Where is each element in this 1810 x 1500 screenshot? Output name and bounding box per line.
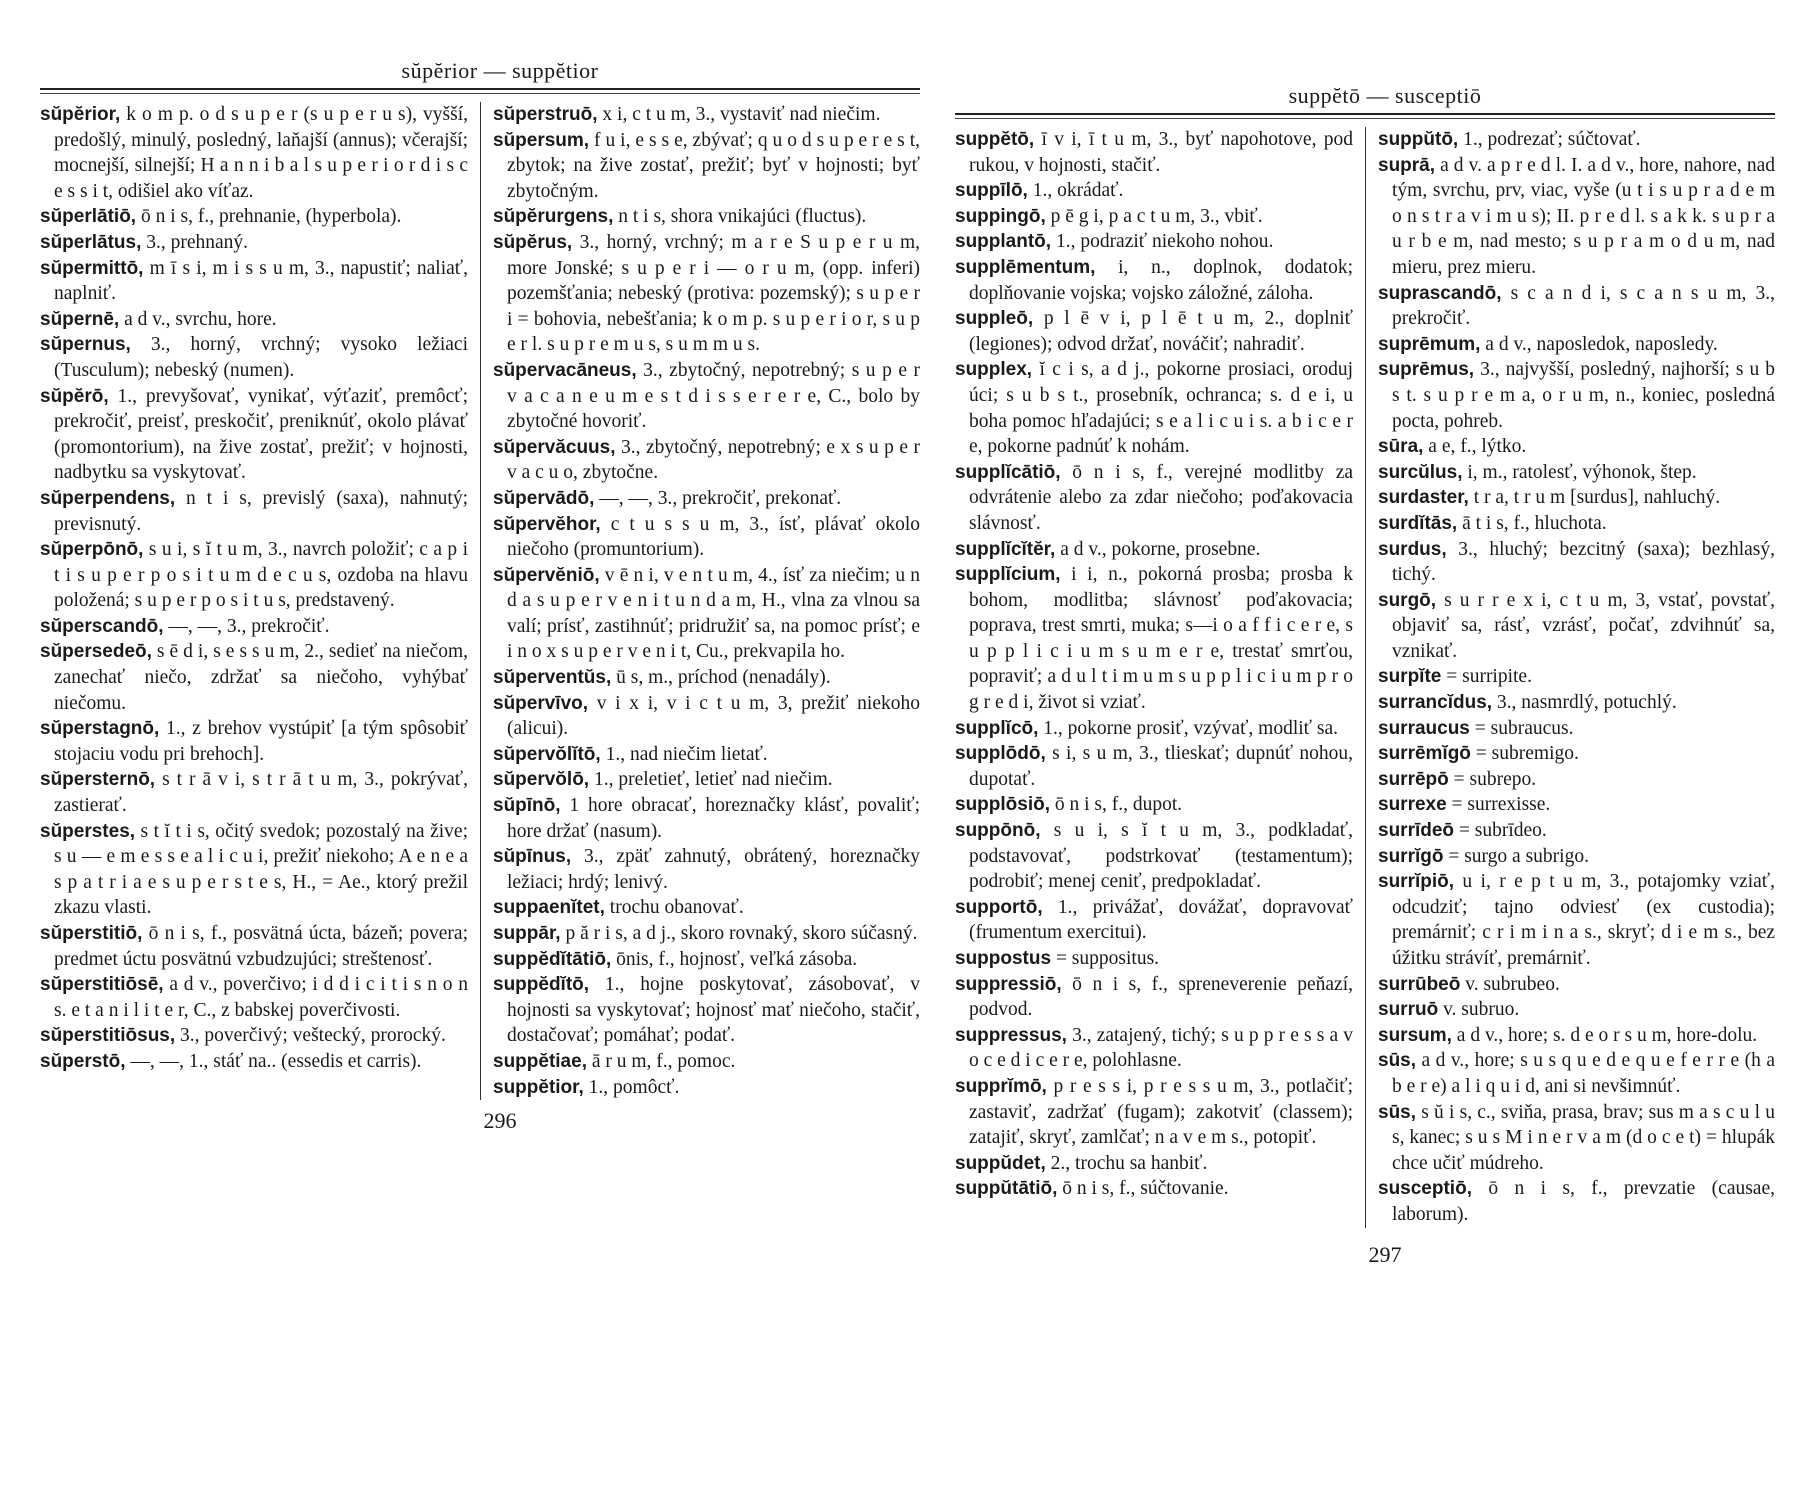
dictionary-entry [493,895,920,921]
dictionary-entry [955,562,1353,716]
dictionary-entry [955,537,1353,563]
dictionary-entry [493,230,920,358]
definition: 3., zbytočný, nepotrebný; e x s u p e r v a c u o, zbytočne. [507,436,920,484]
headword: sūra, [1378,436,1424,458]
headword: suppĕtior, [493,1076,584,1098]
definition: ā t i s, f., hluchota. [1457,512,1607,534]
headword: suprēmum, [1378,333,1481,355]
definition: 3., nasmrdlý, potuchlý. [1492,692,1677,714]
column-1 [40,102,480,1100]
dictionary-entry [40,819,468,921]
header-rule [955,113,1775,119]
definition: s t r ā v i, s t r ā t u m, 3., pokrývať, zastierať. [54,769,468,817]
definition: 3., zpäť zahnutý, obrátený, horeznačky ležiaci; hrdý; lenivý. [507,846,920,893]
dictionary-entry [40,307,468,333]
definition: s c a n d i, s c a n s u m, 3., prekročiť. [1392,282,1775,330]
headword: sŭperscandō, [40,615,164,637]
dictionary-entry [40,716,468,767]
definition: s t ĭ t i s, očitý svedok; pozostalý na žive; s u — e m e s s e a l i c u i, prežiť niekoho; A e n e a s p a t r i a e s u p e r s t e s, H., = Ae., ktorý prežil zkazu vlasti. [54,820,468,919]
dictionary-entry [1378,741,1775,767]
definition: ō n i s, f., súčtovanie. [1057,1178,1229,1200]
dictionary-entry [1378,434,1775,460]
headword: supplēmentum, [955,256,1096,278]
dictionary-entry [1378,767,1775,793]
dictionary-entry [955,204,1353,230]
headword: suppressiō, [955,973,1062,995]
column-2 [1365,127,1775,1228]
definition: 3., zbytočný, nepotrebný; s u p e r v a c a n e u m e s t d i s s e r e r e, C., bolo by zbytočné hovoriť. [507,359,920,433]
dictionary-entry [493,1049,920,1075]
definition: = suppositus. [1051,948,1160,969]
headword: sŭpīnus, [493,846,572,868]
definition: 1., okrádať. [1027,180,1124,202]
definition: n t i s, shora vnikajúci (fluctus). [613,206,867,228]
dictionary-entry [493,512,920,563]
headword: supplantō, [955,231,1052,253]
definition: ū s, m., príchod (nenadály). [611,667,831,689]
definition: 1., podrezať; súčtovať. [1458,129,1641,150]
dictionary-entry [40,332,468,383]
definition: 1., hojne poskytovať, zásobovať, v hojnosti sa vyskytovať; hojnosť mať niečoho, stačiť, dostačovať; pomáhať; podať. [507,974,920,1047]
definition: p ă r i s, a d j., skoro rovnaký, skoro súčasný. [560,923,918,944]
definition: c t u s s u m, 3., ísť, plávať okolo niečoho (promuntorium). [507,513,920,561]
definition: x i, c t u m, 3., vystaviť nad niečim. [597,104,881,125]
definition: ō n i s, f., prehnanie, (hyperbola). [136,206,402,228]
headword: sŭpervīvo, [493,692,589,714]
headword: suppĕtiae, [493,1050,587,1072]
definition: 3., horný, vrchný; m a r e S u p e r u m, more Jonské; s u p e r i — o r u m, (opp. inferi) pozemšťania; nebeský (protiva: pozemský); s u p e r i = bohovia, nebešťania; k o m p. s u p e r i o r, s u p e r l. s u p r e m u s, s u m m u s. [507,231,920,356]
dictionary-entry [955,178,1353,204]
dictionary-entry [955,357,1353,459]
dictionary-entry [955,716,1353,742]
headword: surrexe [1378,794,1447,816]
dictionary-entry [955,972,1353,1023]
definition: 3., najvyšší, posledný, najhorší; s u b s t. s u p r e m a, o r u m, n., koniec, posledná pocta, pohreb. [1392,359,1775,432]
headword: surrĭgō [1378,845,1444,867]
headword: sŭpervĕniō, [493,564,600,586]
definition: 1., privážať, dovážať, dopravovať (frumentum exercitui). [969,896,1353,944]
definition: u i, r e p t u m, 3., potajomky vziať, odcudziť; tajno odviesť (ex custodia); premárniť; c r i m i n a s., skryť; d i e m s., bez úžitku strávíť, premárniť. [1392,871,1775,969]
headword: sŭpīnō, [493,795,561,817]
page-columns [40,102,920,1100]
dictionary-entry [493,358,920,435]
headword: suppostus [955,948,1052,969]
definition: ī v i, ī t u m, 3., byť napohotove, pod rukou, v hojnosti, stačiť. [969,129,1353,176]
dictionary-entry [955,1023,1353,1074]
definition: = surgo a subrigo. [1443,845,1589,867]
definition: ō n i s, f., dupot. [1050,794,1183,816]
dictionary-entry [493,972,920,1049]
headword: suppŭtātiō, [955,1178,1058,1200]
headword: surrĭpiō, [1378,871,1455,893]
definition: p l ē v i, p l ē t u m, 2., doplniť (legiones); odvod držať, nováčiť; nahradiť. [969,308,1353,355]
dictionary-entry [493,102,920,128]
headword: suprā, [1378,154,1436,176]
dictionary-entry [955,818,1353,895]
headword: sŭperstruō, [493,104,598,125]
definition: a d v. a p r e d l. I. a d v., hore, nahore, nad tým, svrchu, prv, viac, vyše (u t i s u p r a d e m o n s t r a v i m u s); II. p r e d l. s a k k. s u p r a u r b e m, nad mesto; s u p r a m o d u m, nad mieru, prez mieru. [1392,154,1775,278]
dictionary-entry [40,102,468,204]
definition: s ē d i, s e s s u m, 2., sedieť na niečom, zanechať niečo, zdržať sa niečoho, vyhýbať niečomu. [54,641,468,714]
headword: sŭperpōnō, [40,539,144,561]
headword: surruō [1378,999,1439,1021]
headword: sŭpervŏlĭtō, [493,743,601,765]
headword: sūs, [1378,1101,1417,1123]
headword: sŭperpendens, [40,487,176,509]
dictionary-entry [493,691,920,742]
headword: supplōdō, [955,743,1046,765]
headword: surrancĭdus, [1378,692,1493,714]
dictionary-entry [40,639,468,716]
left-page [40,0,920,1134]
headword: suppĕtō, [955,129,1035,150]
headword: suppĕdĭtō, [493,974,590,996]
dictionary-entry [1378,1023,1775,1049]
headword: supplōsiō, [955,794,1050,816]
dictionary-entry [955,1074,1353,1151]
headword: suppŭtō, [1378,129,1459,150]
headword: sŭperstō, [40,1050,126,1072]
definition: trochu obanovať. [604,897,744,919]
definition: s i, s u m, 3., tlieskať; dupnúť nohou, dupotať. [969,743,1353,790]
dictionary-entry [493,742,920,768]
headword: surdĭtās, [1378,512,1458,534]
definition: a d v., hore; s. d e o r s u m, hore-dolu. [1451,1024,1758,1046]
dictionary-entry [1378,153,1775,281]
dictionary-entry [40,204,468,230]
definition: i i, n., pokorná prosba; prosba k bohom, modlitba; slávnosť poďakovacia; poprava, trest smrti, muka; s—i o a f f i c e r e, s u p p l i c i u m s u m e r e, trestať smrťou, popraviť; a d u l t i m u m s u p p l i c i u m p r o g r e d i, život si vziať. [969,564,1353,714]
headword: sŭpersedeō, [40,641,152,663]
headword: sŭpĕrō, [40,385,109,407]
headword: suppīlō, [955,180,1028,202]
definition: a d v., hore; s u s q u e d e q u e f e r r e (h a b e r e) a l i q u i d, ani si nevšimnúť. [1392,1050,1775,1097]
definition: 1., prevyšovať, vynikať, výťaziť, premôcť; prekročiť, preisť, preskočiť, preniknúť, okolo plávať (promontorium), na žive zostať, prežiť; v hojnosti, nadbytku sa vyskytovať. [54,385,468,484]
definition: = subremigo. [1470,743,1579,765]
definition: ō n i s, f., prevzatie (causae, laborum). [1392,1178,1775,1225]
dictionary-entry [1378,792,1775,818]
dictionary-entry [493,793,920,844]
definition: a e, f., lýtko. [1423,436,1527,458]
dictionary-entry [40,614,468,640]
dictionary-entry [1378,1176,1775,1227]
definition: n t i s, previslý (saxa), nahnutý; previsnutý. [54,487,468,535]
headword: sŭperstes, [40,820,136,842]
dictionary-entry [955,460,1353,537]
headword: suppingō, [955,205,1046,227]
headword: sŭperlātus, [40,231,142,253]
dictionary-entry [1378,716,1775,742]
dictionary-entry [955,946,1353,972]
definition: 1., preletieť, letieť nad niečim. [589,769,833,791]
headword: sŭpervĕhor, [493,513,601,535]
dictionary-entry [40,486,468,537]
definition: 3., horný, vrchný; vysoko ležiaci (Tusculum); nebeský (numen). [54,334,468,381]
page-columns [955,127,1775,1228]
dictionary-entry [1378,1048,1775,1099]
definition: —, —, 1., stáť na.. (essedis et carris). [125,1050,422,1072]
dictionary-entry [955,741,1353,792]
headword: surgō, [1378,589,1437,611]
definition: —, —, 3., prekročiť. [163,615,330,637]
definition: 3., prehnaný. [141,231,249,253]
definition: f u i, e s s e, zbývať; q u o d s u p e r e s t, zbytok; na žive zostať, prežiť; byť v hojnosti; byť zbytočným. [507,129,920,202]
headword: surrīdeō [1378,820,1455,842]
headword: sursum, [1378,1024,1452,1046]
running-head: sŭpĕrior — suppĕtior [401,58,599,83]
headword: sŭperventŭs, [493,667,612,689]
dictionary-entry [1378,588,1775,665]
headword: sŭpermittō, [40,257,144,279]
dictionary-entry [955,1151,1353,1177]
definition: m ī s i, m i s s u m, 3., napustiť; naliať, naplniť. [54,257,468,305]
dictionary-entry [493,767,920,793]
dictionary-entry [1378,357,1775,434]
definition: v. subruo. [1438,999,1520,1021]
definition: v. subrubeo. [1460,973,1560,995]
dictionary-entry [40,256,468,307]
running-head: suppĕtō — susceptiō [1288,83,1482,108]
dictionary-entry [40,767,468,818]
dictionary-entry [493,665,920,691]
definition: v i x i, v i c t u m, 3, prežiť niekoho (alicui). [507,692,920,740]
headword: surrūbeō [1378,973,1461,995]
definition: s u i, s ĭ t u m, 3., podkladať, podstavovať, podstrkovať (testamentum); podrobiť; menej ceniť, predpokladať. [969,820,1353,893]
dictionary-entry [40,1023,468,1049]
headword: suppressus, [955,1024,1067,1046]
headword: supprĭmō, [955,1075,1047,1097]
definition: —, —, 3., prekročiť, prekonať. [594,487,842,509]
dictionary-entry [1378,537,1775,588]
headword: supplĭcātiō, [955,461,1061,483]
column-2 [480,102,920,1100]
headword: suppŭdet, [955,1152,1046,1174]
definition: = surrexisse. [1446,794,1551,816]
dictionary-entry [493,563,920,665]
definition: a d v., svrchu, hore. [119,308,277,330]
dictionary-entry [493,128,920,205]
definition: = subrīdeo. [1454,820,1547,842]
headword: sŭpernē, [40,308,120,330]
definition: ō n i s, f., posvätná úcta, bázeň; povera; predmet úctu posvätnú vzbudzujúci; streštenosť. [54,923,468,970]
headword: supplĭcō, [955,717,1039,739]
dictionary-entry [955,127,1353,178]
headword: sŭpersternō, [40,769,156,791]
dictionary-entry [40,921,468,972]
headword: sūs, [1378,1050,1417,1072]
dictionary-entry [1378,1100,1775,1177]
dictionary-entry [40,1049,468,1075]
headword: suppōnō, [955,820,1041,842]
headword: surrēmĭgō [1378,743,1471,765]
definition: 1., z brehov vystúpiť [a tým spôsobiť stojaciu vodu pri brehoch]. [54,718,468,765]
definition: 3., hluchý; bezcitný (saxa); bezhlasý, tichý. [1392,538,1775,586]
headword: sŭpĕrus, [493,231,573,253]
definition: ā r u m, f., pomoc. [586,1050,736,1072]
definition: s ŭ i s, c., sviňa, prasa, brav; sus m a s c u l u s, kanec; s u s M i n e r v a m (d o c e t) = hlupák chce učiť múdreho. [1392,1101,1775,1174]
dictionary-entry [955,229,1353,255]
definition: = surripite. [1441,666,1532,688]
dictionary-entry [955,1176,1353,1202]
dictionary-entry [493,1075,920,1101]
definition: ōnis, f., hojnosť, veľká zásoba. [611,948,858,970]
headword: sŭpersum, [493,129,590,151]
page-number: 296 [483,1108,517,1134]
definition: a d v., poverčivo; i d d i c i t i s n o n s. e t a n i l i t e r, C., z babskej poverčivosti. [54,974,468,1021]
definition: 1., nad niečim lietať. [600,743,768,765]
definition: k o m p. o d s u p e r (s u p e r u s), vyšší, predošlý, minulý, posledný, laňajší (annus); včerajší; mocnejší, silnejší; H a n n i b a l s u p e r i o r d i s c e s s i t, odišiel ako víťaz. [54,104,468,202]
dictionary-entry [955,255,1353,306]
definition: 3., zatajený, tichý; s u p p r e s s a v o c e d i c e r e, polohlasne. [969,1024,1353,1072]
definition: s u i, s ĭ t u m, 3., navrch položiť; c a p i t i s u p e r p o s i t u m d e c u s, ozdoba na hlavu položená; s u p e r p o s i t u s, predstavený. [54,539,468,612]
dictionary-entry [955,306,1353,357]
definition: a d v., naposledok, naposledy. [1480,333,1718,355]
dictionary-entry [493,921,920,947]
headword: surcŭlus, [1378,461,1463,483]
dictionary-entry [1378,818,1775,844]
dictionary-entry [1378,127,1775,153]
headword: supplĭcium, [955,564,1061,586]
definition: i, n., doplnok, dodatok; doplňovanie vojska; vojsko záložné, záloha. [969,256,1353,304]
definition: 1., pomôcť. [583,1076,680,1098]
headword: susceptiō, [1378,1178,1472,1200]
headword: sŭpervacāneus, [493,359,637,381]
dictionary-entry [1378,997,1775,1023]
right-page [955,25,1775,1268]
headword: sŭpervăcuus, [493,436,616,458]
dictionary-entry [955,792,1353,818]
dictionary-entry [1378,690,1775,716]
definition: t r a, t r u m [surdus], nahluchý. [1468,487,1721,509]
headword: surdus, [1378,538,1447,560]
headword: supplĭcĭtĕr, [955,538,1056,560]
dictionary-entry [1378,972,1775,998]
definition: = subraucus. [1469,717,1574,739]
dictionary-entry [955,895,1353,946]
definition: v ē n i, v e n t u m, 4., ísť za niečim; u n d a s u p e r v e n i t u n d a m, H., vlna za vlnou sa valí; prísť, zastihnúť; pridružiť sa, na pomoc prísť; e i n o x s u p e r v e n i t, Cu., prekvapila ho. [507,564,920,663]
definition: a d v., pokorne, prosebne. [1055,538,1261,560]
headword: sŭpervŏlō, [493,769,590,791]
definition: 2., trochu sa hanbiť. [1045,1152,1208,1174]
dictionary-entry [40,230,468,256]
headword: sŭperstitiōsus, [40,1025,176,1047]
definition: = subrepo. [1448,768,1537,790]
definition: s u r r e x i, c t u m, 3, vstať, povstať, objaviť sa, rásť, vzrásť, počať, zdvihnúť sa, vznikať. [1392,589,1775,662]
definition: p ē g i, p a c t u m, 3., vbiť. [1045,205,1263,227]
dictionary-entry [493,204,920,230]
definition: 1 hore obracať, horeznačky klásť, povaliť; hore držať (nasum). [507,795,920,842]
definition: 3., poverčivý; veštecký, prorocký. [175,1025,446,1047]
definition: ō n i s, f., verejné modlitby za odvrátenie alebo za zdar niečoho; poďakovacia slávnosť. [969,461,1353,534]
dictionary-entry [1378,485,1775,511]
dictionary-entry [1378,869,1775,971]
headword: sŭpernus, [40,334,131,356]
dictionary-entry [40,972,468,1023]
headword: suppār, [493,923,561,944]
dictionary-entry [1378,281,1775,332]
headword: sŭperstitiōsē, [40,974,164,996]
headword: surrēpō [1378,768,1449,790]
dictionary-entry [493,435,920,486]
headword: sŭpĕrior, [40,104,121,125]
definition: ō n i s, f., spreneverenie peňazí, podvod. [969,973,1353,1021]
dictionary-entry [1378,664,1775,690]
definition: p r e s s i, p r e s s u m, 3., potlačiť; zastaviť, zadržať (fugam); zakotviť (classem); zatajiť, skryť, zamlčať; n a v e m s., potopiť. [969,1075,1353,1149]
headword: surraucus [1378,717,1470,739]
header-rule [40,88,920,94]
headword: supportō, [955,896,1043,918]
dictionary-entry [1378,844,1775,870]
headword: suppĕdĭtātiō, [493,948,612,970]
dictionary-entry [493,486,920,512]
headword: suppaenĭtet, [493,897,605,919]
headword: suprēmus, [1378,359,1475,381]
headword: suppleō, [955,308,1034,330]
dictionary-entry [1378,511,1775,537]
headword: surdaster, [1378,487,1469,509]
definition: i, m., ratolesť, výhonok, štep. [1462,461,1697,483]
headword: sŭperstagnō, [40,718,160,740]
headword: surpĭte [1378,666,1442,688]
dictionary-entry [1378,332,1775,358]
headword: suprascandō, [1378,282,1502,304]
headword: sŭperlātiō, [40,206,137,228]
dictionary-entry [40,537,468,614]
dictionary-entry [1378,460,1775,486]
definition: 1., pokorne prosiť, vzývať, modliť sa. [1038,717,1338,739]
headword: sŭpĕrurgens, [493,206,614,228]
column-1 [955,127,1365,1228]
definition: 1., podraziť niekoho nohou. [1051,231,1274,253]
headword: sŭpervādō, [493,487,595,509]
headword: sŭperstitiō, [40,923,143,944]
dictionary-entry [493,947,920,973]
page-number: 297 [1368,1241,1402,1267]
dictionary-entry [40,384,468,486]
definition: ĭ c i s, a d j., pokorne prosiaci, oroduj​úci; s u b s t., prosebník, ochranca; s. d e i, u boha pomoc hľadajúci; s e a l i c u i s. a b i c e r e, pokorne padnúť k nohám. [969,359,1353,458]
dictionary-entry [493,844,920,895]
headword: supplex, [955,359,1033,381]
